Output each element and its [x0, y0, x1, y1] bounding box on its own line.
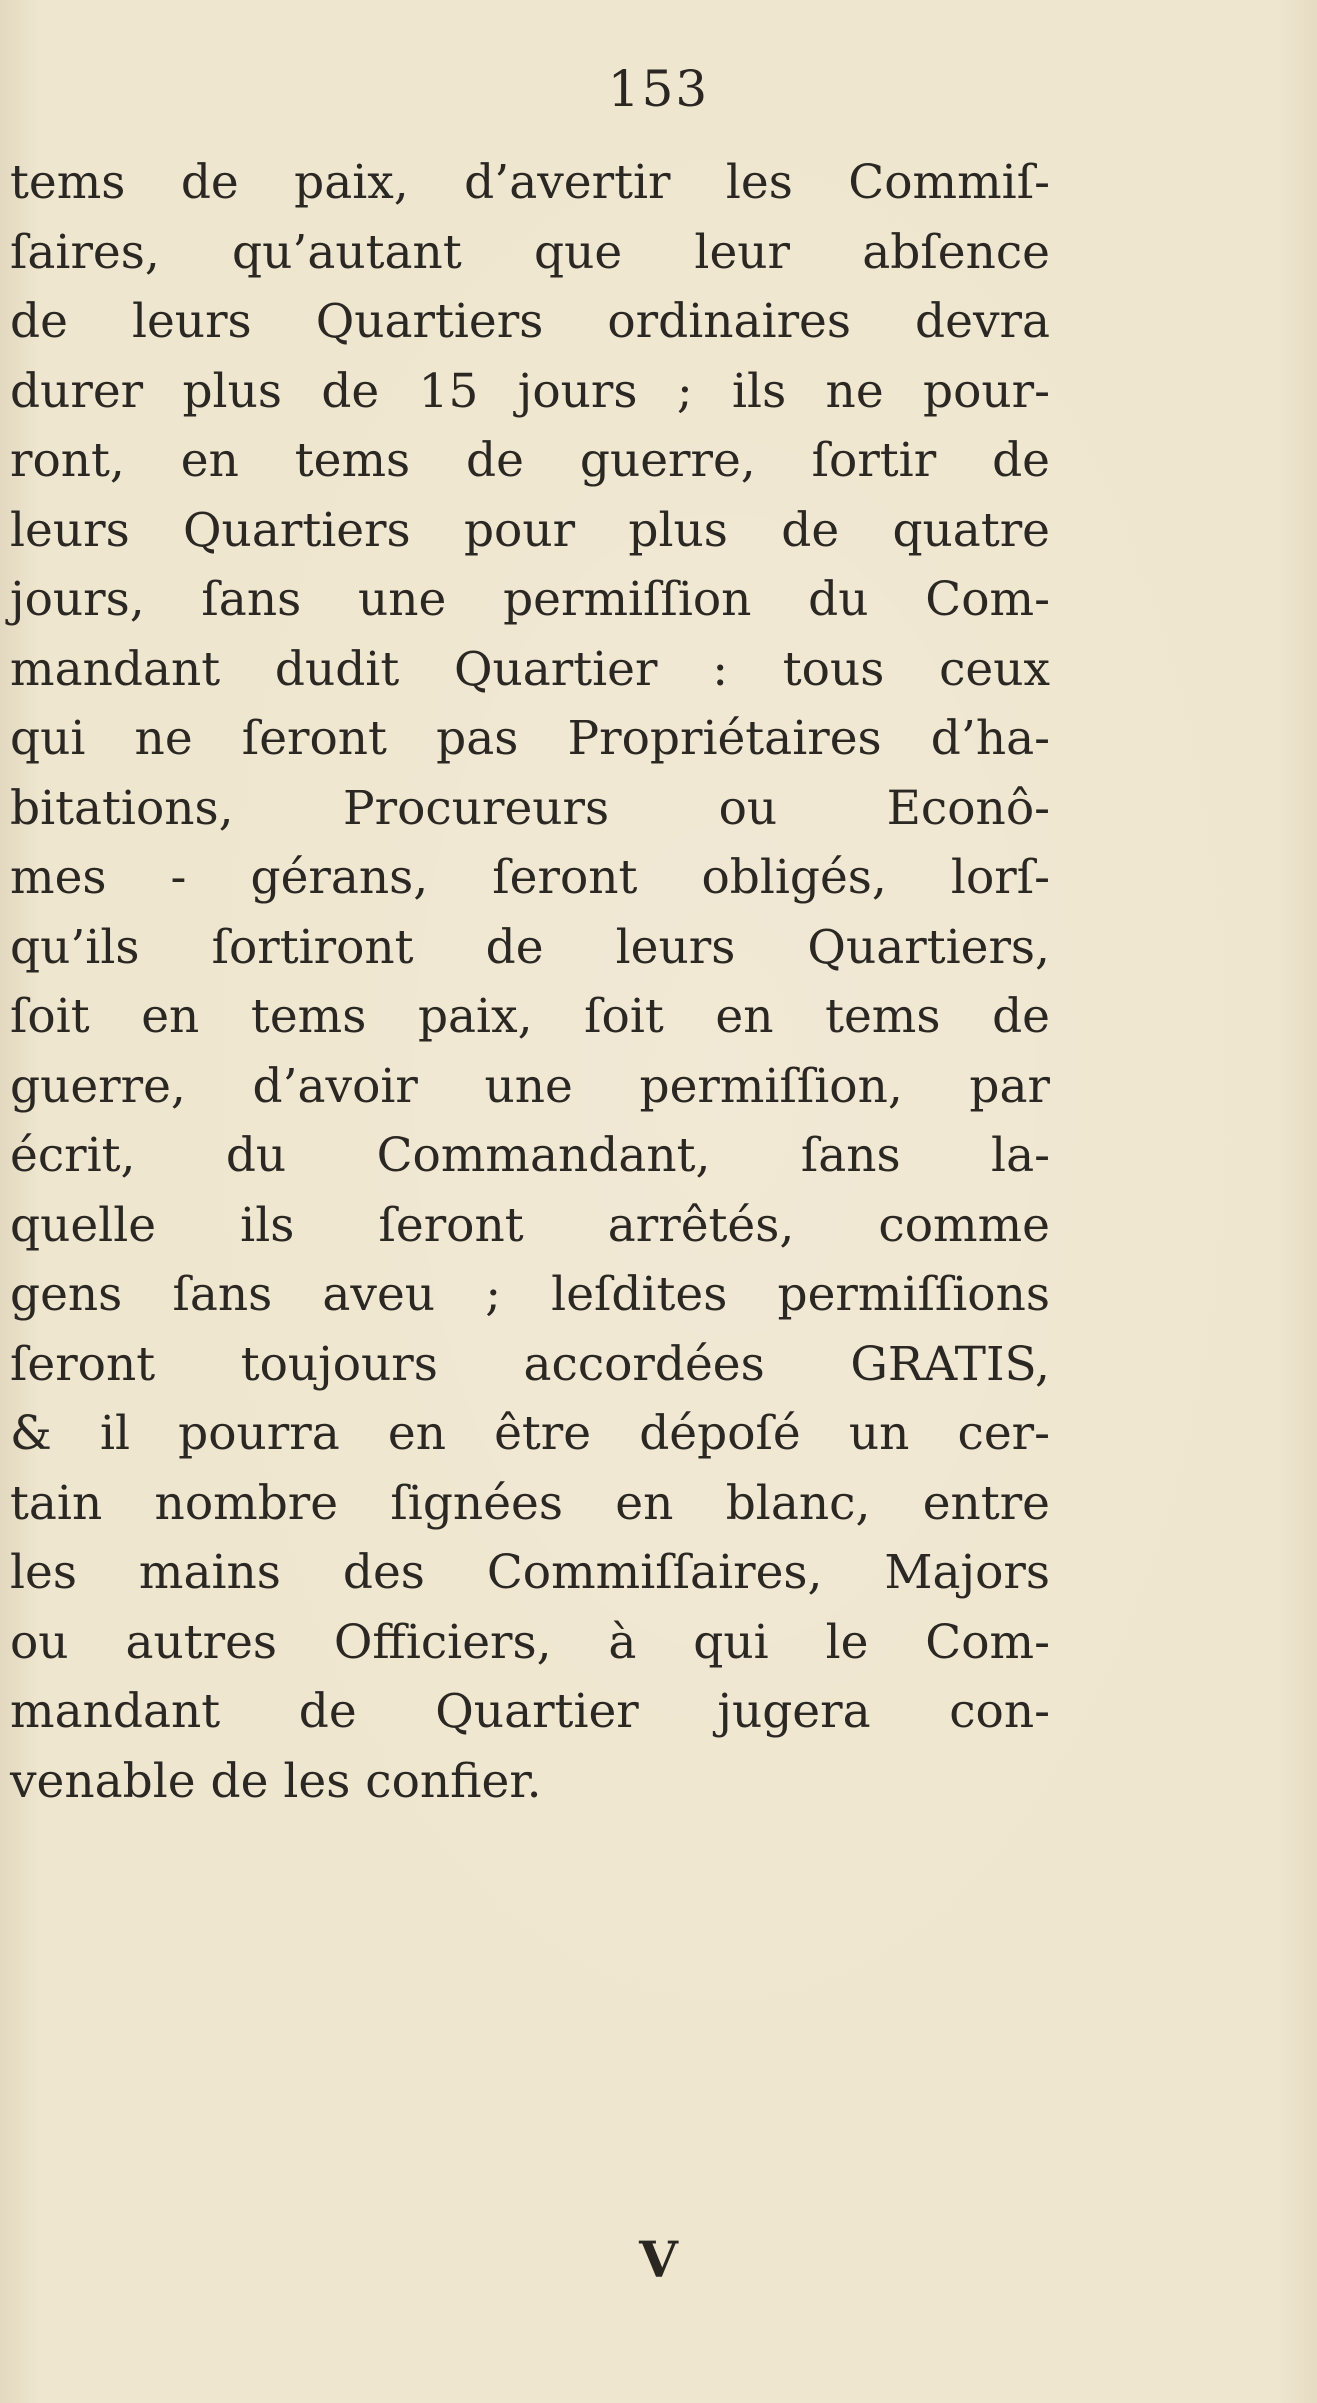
text-line: qui ne ſeront pas Propriétaires d’ha-: [10, 711, 1050, 766]
body-text: [10, 148, 1050, 1816]
text-line: durer plus de 15 jours ; ils ne pour-: [10, 363, 1050, 419]
text-line: tems de paix, d’avertir les Commiſ-: [10, 155, 1050, 210]
text-line: ou autres Officiers, à qui le Com-: [10, 1614, 1050, 1670]
text-line: mandant dudit Quartier : tous ceux: [10, 641, 1050, 697]
text-line: leurs Quartiers pour plus de quatre: [10, 502, 1050, 558]
text-line: mes - gérans, ſeront obligés, lorſ-: [10, 850, 1050, 905]
text-line: les mains des Commiſſaires, Majors: [10, 1545, 1050, 1600]
text-line: écrit, du Commandant, ſans la-: [10, 1128, 1050, 1183]
text-line: & il pourra en être dépoſé un cer-: [10, 1406, 1050, 1461]
page-number: 153: [607, 60, 710, 118]
text-line: ſeront toujours accordées GRATIS,: [10, 1336, 1050, 1392]
text-line: guerre, d’avoir une permiſſion, par: [10, 1058, 1050, 1114]
text-line: mandant de Quartier jugera con-: [10, 1684, 1050, 1739]
text-line: tain nombre ſignées en blanc, entre: [10, 1475, 1050, 1531]
text-line: ſaires, qu’autant que leur abſence: [10, 224, 1050, 280]
text-line: bitations, Procureurs ou Econô-: [10, 780, 1050, 836]
text-line-last: venable de les confier.: [10, 1753, 542, 1809]
text-line: ront, en tems de guerre, ſortir de: [10, 433, 1050, 488]
text-line: gens ſans aveu ; leſdites permiſſions: [10, 1267, 1050, 1322]
text-line: quelle ils ſeront arrêtés, comme: [10, 1197, 1050, 1253]
text-line: qu’ils ſortiront de leurs Quartiers,: [10, 919, 1050, 975]
text-line: ſoit en tems paix, ſoit en tems de: [10, 989, 1050, 1044]
catchword-signature: V: [639, 2230, 678, 2289]
text-line: de leurs Quartiers ordinaires devra: [10, 294, 1050, 349]
text-line: jours, ſans une permiſſion du Com-: [10, 572, 1050, 627]
